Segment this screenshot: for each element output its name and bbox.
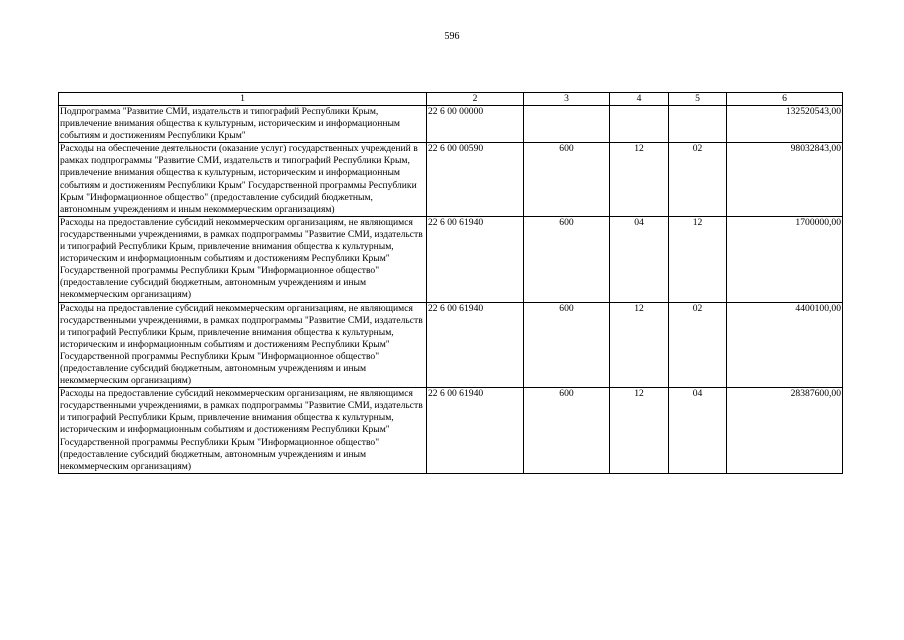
row-col4: 12	[610, 388, 669, 474]
row-description: Подпрограмма "Развитие СМИ, издательств и типографий Республики Крым, привлечение внимания общества к культурным, историческим и информационным событиям и достижениям Республики Крым"	[59, 106, 427, 143]
row-amount: 28387600,00	[727, 388, 843, 474]
row-col4: 04	[610, 216, 669, 302]
row-col5: 04	[669, 388, 727, 474]
row-description: Расходы на предоставление субсидий некоммерческим организациям, не являющимся государственными учреждениями, в рамках подпрограммы "Развитие СМИ, издательств и типографий Республики Крым, привлечение внимания общества к культурным, историческим и информационным событиям и достижениям Республики Крым" Государственной программы Республики Крым "Информационное общество" (предоставление субсидий бюджетным, автономным учреждениям и иным некоммерческим организациям)	[59, 302, 427, 388]
row-col4: 12	[610, 143, 669, 217]
row-col3: 600	[524, 143, 610, 217]
row-code: 22 6 00 00000	[427, 106, 524, 143]
budget-table	[58, 92, 843, 474]
row-col5: 02	[669, 302, 727, 388]
row-amount: 4400100,00	[727, 302, 843, 388]
row-col3	[524, 106, 610, 143]
row-description: Расходы на обеспечение деятельности (оказание услуг) государственных учреждений в рамках подпрограммы "Развитие СМИ, издательств и типографий Республики Крым, привлечение внимания общества к культурным, историческим и информационным событиям и достижениям Республики Крым" Государственной программы Республики Крым "Информационное общество" (предоставление субсидий бюджетным, автономным учреждениям и иным некоммерческим организациям)	[59, 143, 427, 217]
table-row	[59, 388, 843, 474]
row-code: 22 6 00 00590	[427, 143, 524, 217]
row-col4	[610, 106, 669, 143]
row-code: 22 6 00 61940	[427, 216, 524, 302]
table-row	[59, 106, 843, 143]
row-amount: 98032843,00	[727, 143, 843, 217]
column-header: 2	[427, 93, 524, 106]
page-number: 596	[444, 31, 460, 42]
row-col3: 600	[524, 302, 610, 388]
row-amount: 132520543,00	[727, 106, 843, 143]
row-col3: 600	[524, 216, 610, 302]
column-header: 5	[669, 93, 727, 106]
table-row	[59, 216, 843, 302]
table-row	[59, 302, 843, 388]
row-code: 22 6 00 61940	[427, 302, 524, 388]
row-col4: 12	[610, 302, 669, 388]
row-description: Расходы на предоставление субсидий некоммерческим организациям, не являющимся государственными учреждениями, в рамках подпрограммы "Развитие СМИ, издательств и типографий Республики Крым, привлечение внимания общества к культурным, историческим и информационным событиям и достижениям Республики Крым" Государственной программы Республики Крым "Информационное общество" (предоставление субсидий бюджетным, автономным учреждениям и иным некоммерческим организациям)	[59, 388, 427, 474]
column-header: 1	[59, 93, 427, 106]
row-amount: 1700000,00	[727, 216, 843, 302]
column-header: 4	[610, 93, 669, 106]
table-row	[59, 143, 843, 217]
row-col5: 02	[669, 143, 727, 217]
row-col3: 600	[524, 388, 610, 474]
row-col5	[669, 106, 727, 143]
row-code: 22 6 00 61940	[427, 388, 524, 474]
row-description: Расходы на предоставление субсидий некоммерческим организациям, не являющимся государственными учреждениями, в рамках подпрограммы "Развитие СМИ, издательств и типографий Республики Крым, привлечение внимания общества к культурным, историческим и информационным событиям и достижениям Республики Крым" Государственной программы Республики Крым "Информационное общество" (предоставление субсидий бюджетным, автономным учреждениям и иным некоммерческим организациям)	[59, 216, 427, 302]
column-header: 6	[727, 93, 843, 106]
row-col5: 12	[669, 216, 727, 302]
table-header-row	[59, 93, 843, 106]
column-header: 3	[524, 93, 610, 106]
